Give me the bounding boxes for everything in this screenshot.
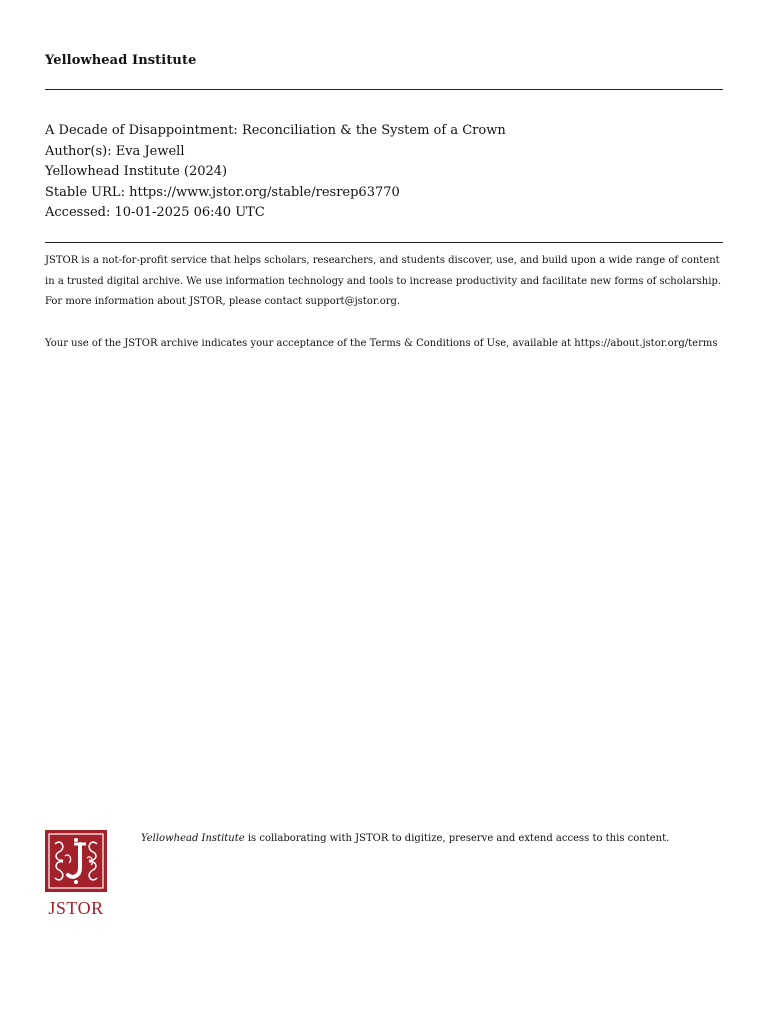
top-divider	[45, 89, 723, 90]
collaboration-text: is collaborating with JSTOR to digitize, preserve and extend access to this content.	[244, 833, 670, 844]
accessed-line: Accessed: 10-01-2025 06:40 UTC	[45, 205, 265, 220]
source-line: Yellowhead Institute (2024)	[45, 164, 228, 179]
notice-divider	[45, 242, 723, 243]
jstor-wordmark: JSTOR	[48, 898, 104, 918]
citation-block	[45, 121, 506, 224]
jstor-logo	[45, 830, 107, 919]
notice-paragraph-about: JSTOR is a not-for-profit service that helps scholars, researchers, and students discover, use, and build upon a wide range of content in a trusted digital archive. We use information technology and tools to increase productivity and facilitate new forms of scholarship. For more information about JSTOR, please contact support@jstor.org.	[45, 255, 722, 307]
collaboration-statement	[141, 833, 681, 845]
stable-url-line[interactable]: Stable URL: https://www.jstor.org/stable/resrep63770	[45, 184, 400, 200]
publisher-name: Yellowhead Institute	[45, 53, 197, 68]
notice-paragraph-terms: Your use of the JSTOR archive indicates your acceptance of the Terms & Conditions of Use, available at https://about.jstor.org/terms	[45, 337, 718, 349]
article-title: A Decade of Disappointment: Reconciliation & the System of a Crown	[45, 123, 506, 138]
jstor-emblem-icon	[45, 830, 107, 892]
jstor-notice	[45, 251, 723, 354]
author-line: Author(s): Eva Jewell	[45, 143, 185, 159]
collaborator-name: Yellowhead Institute	[141, 833, 245, 844]
